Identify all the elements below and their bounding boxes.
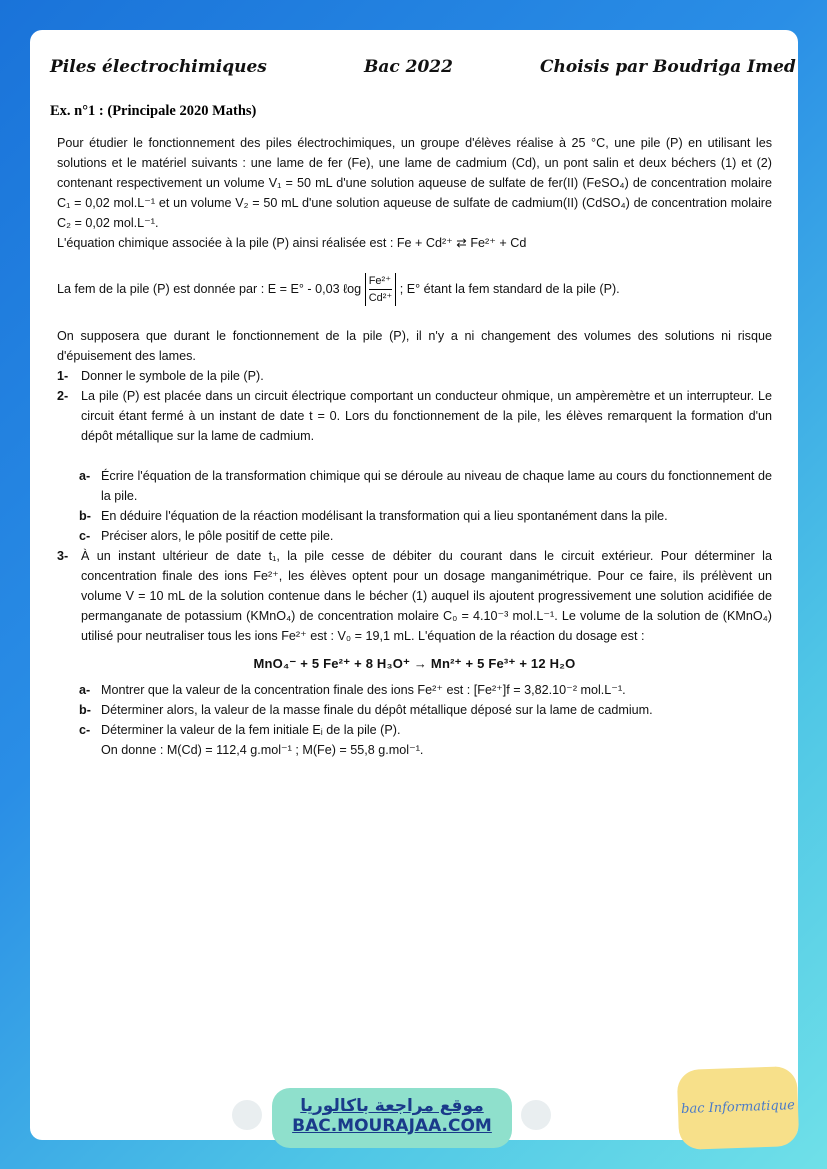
reaction-equation: L'équation chimique associée à la pile (P) ainsi réalisée est : Fe + Cd²⁺ ⇄ Fe²⁺ + Cd <box>57 236 527 250</box>
exercise-body <box>57 133 772 760</box>
question-3b: b- Déterminer alors, la valeur de la masse finale du dépôt métallique déposé sur la lame de cadmium. <box>79 703 653 717</box>
question-3c: c- Déterminer la valeur de la fem initiale Eᵢ de la pile (P). On donne : M(Cd) = 112,4 g.mol⁻¹ ; M(Fe) = 55,8 g.mol⁻¹. <box>57 720 772 760</box>
header-year: Bac 2022 <box>364 57 453 77</box>
titration-equation: MnO₄⁻ + 5 Fe²⁺ + 8 H₃O⁺ → Mn²⁺ + 5 Fe³⁺ + 12 H₂O <box>253 656 576 671</box>
intro-paragraph: Pour étudier le fonctionnement des piles électrochimiques, un groupe d'élèves réalise à 25 °C, une pile (P) en utilisant les solutions et le matériel suivants : une lame de fer (Fe), une lame de cadmium (Cd), un pont salin et deux béchers (1) et (2) contenant respectivement un volume V₁ = 50 mL d'une solution aqueuse de sulfate de fer(II) (FeSO₄) de concentration molaire C₁ = 0,02 mol.L⁻¹ et un volume V₂ = 50 mL d'une solution aqueuse de sulfate de cadmium(II) (CdSO₄) de concentration molaire C₂ = 0,02 mol.L⁻¹. <box>57 136 772 230</box>
ratio-numerator: Fe²⁺ <box>369 273 393 290</box>
footer-url-link[interactable]: BAC.MOURAJAA.COM <box>292 1116 492 1136</box>
question-2a: a- Écrire l'équation de la transformation chimique qui se déroule au niveau de chaque lame au cours du fonctionnement de la pile. <box>79 469 772 503</box>
question-2c: c- Préciser alors, le pôle positif de cette pile. <box>79 529 334 543</box>
question-3: 3- À un instant ultérieur de date t₁, la pile cesse de débiter du courant dans le circuit extérieur. Pour déterminer la concentration finale des ions Fe²⁺, les élèves optent pour un dosage manganimétrique. Pour ce faire, ils prélèvent un volume V = 10 mL de la solution contenue dans le bécher (1) auquel ils ajoutent progressivement une solution acidifiée de permanganate de potassium (KMnO₄) de concentration molaire C₀ = 4.10⁻³ mol.L⁻¹. Le volume de la solution de (KMnO₄) utilisé pour neutraliser tous les ions Fe²⁺ est : V₀ = 19,1 mL. L'équation de la réaction du dosage est : <box>57 549 772 643</box>
question-2b: b- En déduire l'équation de la réaction modélisant la transformation qui a lieu spontanément dans la pile. <box>79 509 668 523</box>
header-author: Choisis par Boudriga Imed <box>540 57 796 77</box>
site-logo-icon <box>521 1100 551 1130</box>
emf-formula-start: La fem de la pile (P) est donnée par : E = E° - 0,03 ℓog <box>57 281 362 296</box>
given-data: On donne : M(Cd) = 112,4 g.mol⁻¹ ; M(Fe) = 55,8 g.mol⁻¹. <box>101 743 424 757</box>
exercise-title: Ex. n°1 : (Principale 2020 Maths) <box>50 103 257 119</box>
emf-formula-end: ; E° étant la fem standard de la pile (P). <box>399 281 620 296</box>
question-3a: a- Montrer que la valeur de la concentration finale des ions Fe²⁺ est : [Fe²⁺]f = 3,82.10⁻² mol.L⁻¹. <box>79 683 626 697</box>
question-1: 1- Donner le symbole de la pile (P). <box>57 369 264 383</box>
ratio-denominator: Cd²⁺ <box>368 292 393 304</box>
footer-banner[interactable] <box>272 1088 512 1148</box>
site-logo-icon <box>232 1100 262 1130</box>
question-2: 2- La pile (P) est placée dans un circuit électrique comportant un conducteur ohmique, un ampèremètre et un interrupteur. Le circuit étant fermé à un instant de date t = 0. Lors du fonctionnement de la pile, les élèves remarquent la formation d'un dépôt métallique sur la lame de cadmium. <box>57 389 772 443</box>
concentration-ratio <box>365 273 397 306</box>
bac-informatique-badge: bac Informatique <box>677 1066 800 1150</box>
header-topic: Piles électrochimiques <box>50 57 267 77</box>
document-page <box>30 30 798 1140</box>
emf-formula <box>57 273 772 306</box>
footer-arabic-title: موقع مراجعة باكالوريا <box>300 1096 484 1116</box>
assumption-paragraph: On supposera que durant le fonctionnement de la pile (P), il n'y a ni changement des volumes des solutions ni risque d'épuisement des lames. <box>57 329 772 363</box>
